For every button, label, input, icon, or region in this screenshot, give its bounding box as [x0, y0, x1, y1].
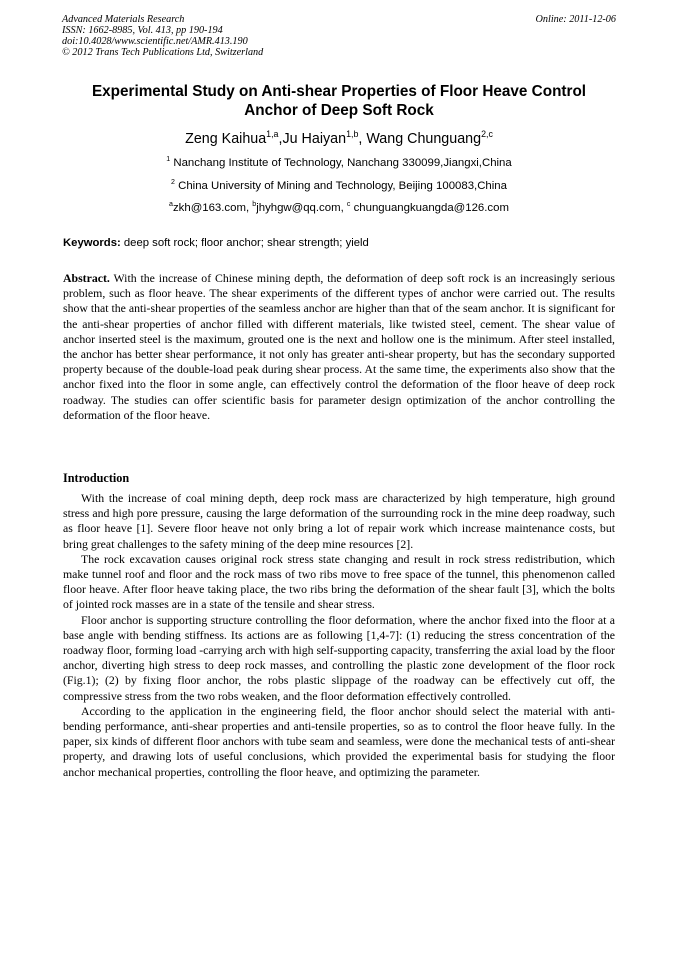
email-text: chunguangkuangda@126.com [350, 202, 509, 214]
author-affil-mark: 1,a [266, 129, 279, 140]
online-date: Online: 2011-12-06 [535, 14, 616, 25]
affiliation-1 [62, 156, 616, 170]
author-name: Wang Chunguang [366, 131, 482, 147]
author-separator: , [358, 131, 367, 147]
author-affil-mark: 2,c [481, 129, 493, 140]
abstract-label: Abstract. [63, 271, 110, 285]
title-line-1: Experimental Study on Anti-shear Properties of Floor Heave Control [91, 83, 587, 100]
keywords [63, 236, 616, 250]
email-mark: a [169, 201, 173, 209]
abstract-text: With the increase of Chinese mining depth, the deformation of deep soft rock is an increasingly serious problem, such as floor heave. The shear experiments of the different types of anchor were carried out. The results show that the anti-shear properties of the seamless anchor are higher than that of the seam anchor. It is significant for the anti-shear properties of anchor filled with different materials, like twisted steel, cement. The shear value of anchor inserted steel is the maximum, grouted one is the next and hollow one is the minimum. After steel installed, the anchor has better shear performance, it not only has greater anti-shear property, but has the secondary supported property because of the double-load peak during shear process. At the same time, the experiments also show that the anchor fixed into the floor in some angle, can effectively control the deformation of the floor heave of deep rock roadway. The studies can offer scientific basis for parameter design optimization of the anchor controlling the deformation of the floor heave. [63, 271, 615, 422]
paragraph: According to the application in the engineering field, the floor anchor should select the material with anti-bending performance, anti-shear properties and anti-tensile properties, so as to control the floor heave fully. In the paper, six kinds of different floor anchors with tube seam and seamless, were done the mechanical tests of anti-shear property, and drawing lots of useful conclusions, which provided the experimental basis for studying the floor anchor mechanical properties, controlling the floor heave, and optimizing the parameter. [63, 703, 615, 779]
issn-line: ISSN: 1662-8985, Vol. 413, pp 190-194 [62, 25, 223, 36]
abstract [63, 271, 615, 423]
keywords-text: deep soft rock; floor anchor; shear strength; yield [120, 237, 369, 249]
email-mark: b [252, 201, 257, 209]
email-text: jhyhgw@qq.com, [256, 202, 347, 214]
author-name: Zeng Kaihua [185, 131, 267, 147]
paragraph: The rock excavation causes original rock stress state changing and result in rock stress redistribution, which make tunnel roof and floor and the rock mass of two ribs move to free space of the tunnel, this phenomenon called floor heave. After floor heave taking place, the two ribs bring the deformation of the shear fault [3], which the bolts of jointed rock masses are in a state of the tensile and shear stress. [63, 551, 615, 612]
affil-text: Nanchang Institute of Technology, Nanchang 330099,Jiangxi,China [173, 157, 512, 169]
affil-text: China University of Mining and Technology, Beijing 100083,China [178, 180, 507, 192]
paragraph: With the increase of coal mining depth, deep rock mass are characterized by high temperature, high ground stress and high pore pressure, causing the large deformation of the surrounding rock in the mine deep roadway, such as floor heave [1]. Severe floor heave not only bring a lot of repair work which increase maintenance costs, but bring great challenges to the safety mining of the deep mine resources [2]. [63, 491, 615, 551]
journal-header [62, 14, 616, 58]
affiliation-2 [62, 179, 616, 193]
paper-title [62, 82, 616, 120]
author-list [62, 130, 616, 148]
doi-line: doi:10.4028/www.scientific.net/AMR.413.190 [62, 36, 248, 47]
email-line [62, 201, 616, 215]
keywords-label: Keywords: [63, 237, 121, 249]
copyright-line: © 2012 Trans Tech Publications Ltd, Switzerland [62, 47, 264, 58]
paragraph: Floor anchor is supporting structure controlling the floor deformation, where the anchor fixed into the floor at a base angle with bending stiffness. Its actions are as following [1,4-7]: (1) reducing the stress concentration of the roadway floor, forming load -carrying arch with high self-supporting capacity, transferring the axial load by the floor anchor, diverting high stress to deep rock masses, and controlling the plastic zone development of the floor rock (Fig.1); (2) by fixing floor anchor, the robs plastic slippage of the roadway can be effectively cut off, the compressive stress from the two robs weaken, and the floor deformation effectively controlled. [63, 612, 615, 703]
affil-mark: 2 [171, 179, 175, 187]
author-separator: , [278, 131, 283, 147]
section-heading-introduction: Introduction [63, 471, 130, 485]
title-line-2: Anchor of Deep Soft Rock [244, 102, 434, 119]
email-text: zkh@163.com, [172, 202, 253, 214]
email-mark: c [346, 201, 351, 209]
affil-mark: 1 [166, 156, 171, 164]
journal-name: Advanced Materials Research [62, 14, 185, 25]
author-affil-mark: 1,b [346, 129, 359, 140]
author-name: Ju Haiyan [282, 131, 347, 147]
introduction-body [63, 491, 615, 780]
